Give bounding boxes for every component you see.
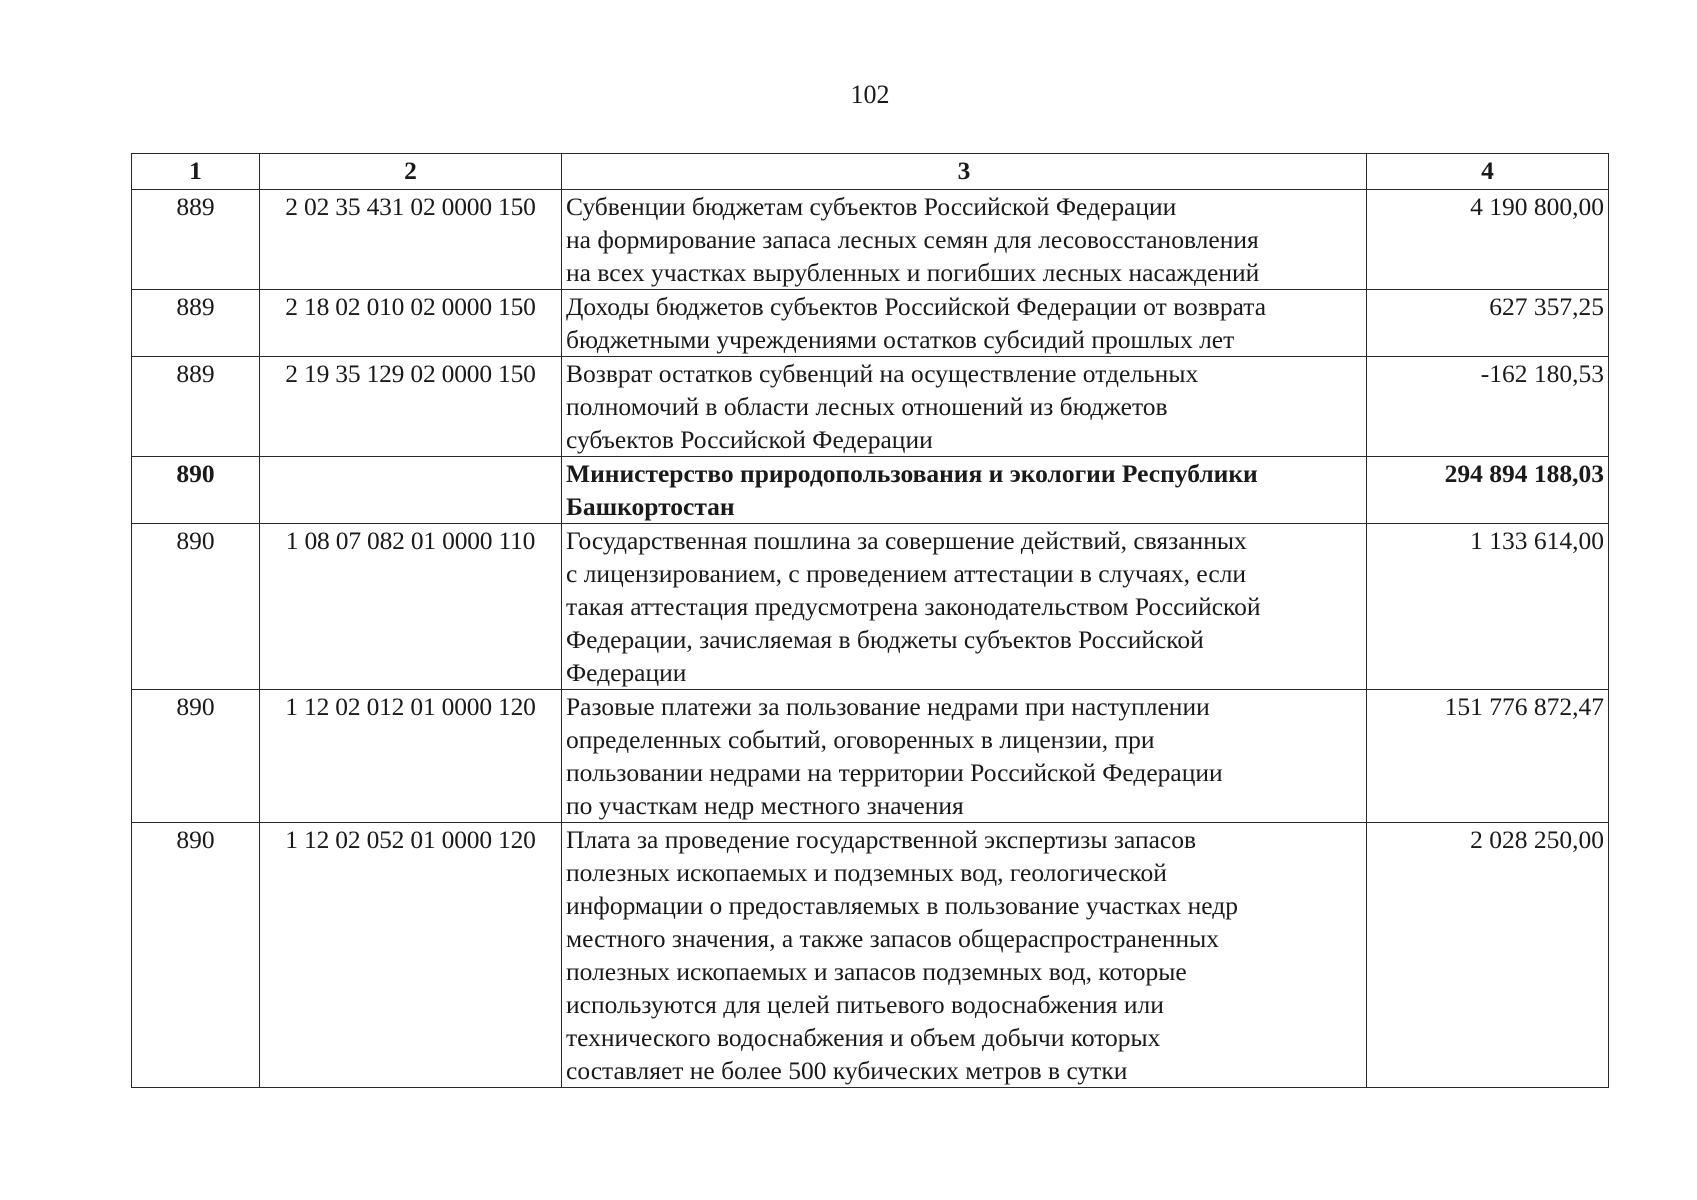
description-line: Плата за проведение государственной экспертизы запасов <box>566 825 1197 854</box>
description-line: такая аттестация предусмотрена законодательством Российской <box>566 592 1261 621</box>
admin-code-cell: 890 <box>132 823 260 1088</box>
admin-code-cell: 889 <box>132 190 260 290</box>
description-line: информации о предоставляемых в пользование участках недр <box>566 891 1239 920</box>
description-line: Федерации <box>566 658 687 687</box>
revenue-code-cell: 2 18 02 010 02 0000 150 <box>260 290 562 357</box>
table-row <box>132 823 1609 1088</box>
table-row <box>132 357 1609 457</box>
description-line: Государственная пошлина за совершение действий, связанных <box>566 526 1247 555</box>
description-line: бюджетными учреждениями остатков субсидий прошлых лет <box>566 325 1235 354</box>
description-line: пользовании недрами на территории Российской Федерации <box>566 758 1223 787</box>
table-body <box>132 190 1609 1088</box>
table-row <box>132 190 1609 290</box>
admin-code-cell: 890 <box>132 457 260 524</box>
description-line: Министерство природопользования и экологии Республики <box>566 459 1258 488</box>
description-line: на формирование запаса лесных семян для лесовосстановления <box>566 225 1259 254</box>
amount-cell: 151 776 872,47 <box>1367 690 1609 823</box>
description-line: Башкортостан <box>566 492 735 521</box>
amount-cell: 294 894 188,03 <box>1367 457 1609 524</box>
table-row <box>132 524 1609 690</box>
revenue-table <box>131 153 1609 1088</box>
description-cell <box>562 457 1367 524</box>
page-number: 102 <box>850 80 890 109</box>
description-line: определенных событий, оговоренных в лицензии, при <box>566 725 1155 754</box>
amount-cell: 627 357,25 <box>1367 290 1609 357</box>
revenue-code-cell: 2 02 35 431 02 0000 150 <box>260 190 562 290</box>
amount-cell: 4 190 800,00 <box>1367 190 1609 290</box>
revenue-code-cell <box>260 457 562 524</box>
header-col-1: 1 <box>132 154 260 190</box>
description-line: по участкам недр местного значения <box>566 791 964 820</box>
description-line: Доходы бюджетов субъектов Российской Федерации от возврата <box>566 292 1267 321</box>
description-line: полномочий в области лесных отношений из бюджетов <box>566 392 1168 421</box>
description-cell <box>562 690 1367 823</box>
description-line: Возврат остатков субвенций на осуществление отдельных <box>566 359 1199 388</box>
description-cell <box>562 290 1367 357</box>
description-line: Разовые платежи за пользование недрами при наступлении <box>566 692 1210 721</box>
amount-cell: 1 133 614,00 <box>1367 524 1609 690</box>
header-col-4: 4 <box>1367 154 1609 190</box>
admin-code-cell: 889 <box>132 357 260 457</box>
description-cell <box>562 190 1367 290</box>
amount-cell: 2 028 250,00 <box>1367 823 1609 1088</box>
table-row <box>132 690 1609 823</box>
description-line: Субвенции бюджетам субъектов Российской Федерации <box>566 192 1177 221</box>
description-cell <box>562 524 1367 690</box>
header-col-3: 3 <box>562 154 1367 190</box>
amount-cell: -162 180,53 <box>1367 357 1609 457</box>
description-line: субъектов Российской Федерации <box>566 425 933 454</box>
revenue-code-cell: 1 12 02 012 01 0000 120 <box>260 690 562 823</box>
description-line: используются для целей питьевого водоснабжения или <box>566 990 1164 1019</box>
header-row <box>132 154 1609 190</box>
table-row <box>132 457 1609 524</box>
revenue-code-cell: 1 12 02 052 01 0000 120 <box>260 823 562 1088</box>
admin-code-cell: 890 <box>132 690 260 823</box>
description-line: полезных ископаемых и подземных вод, геологической <box>566 858 1167 887</box>
table-row <box>132 290 1609 357</box>
description-line: с лицензированием, с проведением аттестации в случаях, если <box>566 559 1247 588</box>
description-line: на всех участках вырубленных и погибших лесных насаждений <box>566 258 1260 287</box>
description-cell <box>562 357 1367 457</box>
revenue-code-cell: 2 19 35 129 02 0000 150 <box>260 357 562 457</box>
revenue-code-cell: 1 08 07 082 01 0000 110 <box>260 524 562 690</box>
admin-code-cell: 889 <box>132 290 260 357</box>
header-col-2: 2 <box>260 154 562 190</box>
description-line: полезных ископаемых и запасов подземных вод, которые <box>566 957 1187 986</box>
description-line: составляет не более 500 кубических метров в сутки <box>566 1056 1128 1085</box>
description-line: местного значения, а также запасов общераспространенных <box>566 924 1219 953</box>
description-cell <box>562 823 1367 1088</box>
description-line: Федерации, зачисляемая в бюджеты субъектов Российской <box>566 625 1204 654</box>
admin-code-cell: 890 <box>132 524 260 690</box>
description-line: технического водоснабжения и объем добычи которых <box>566 1023 1161 1052</box>
